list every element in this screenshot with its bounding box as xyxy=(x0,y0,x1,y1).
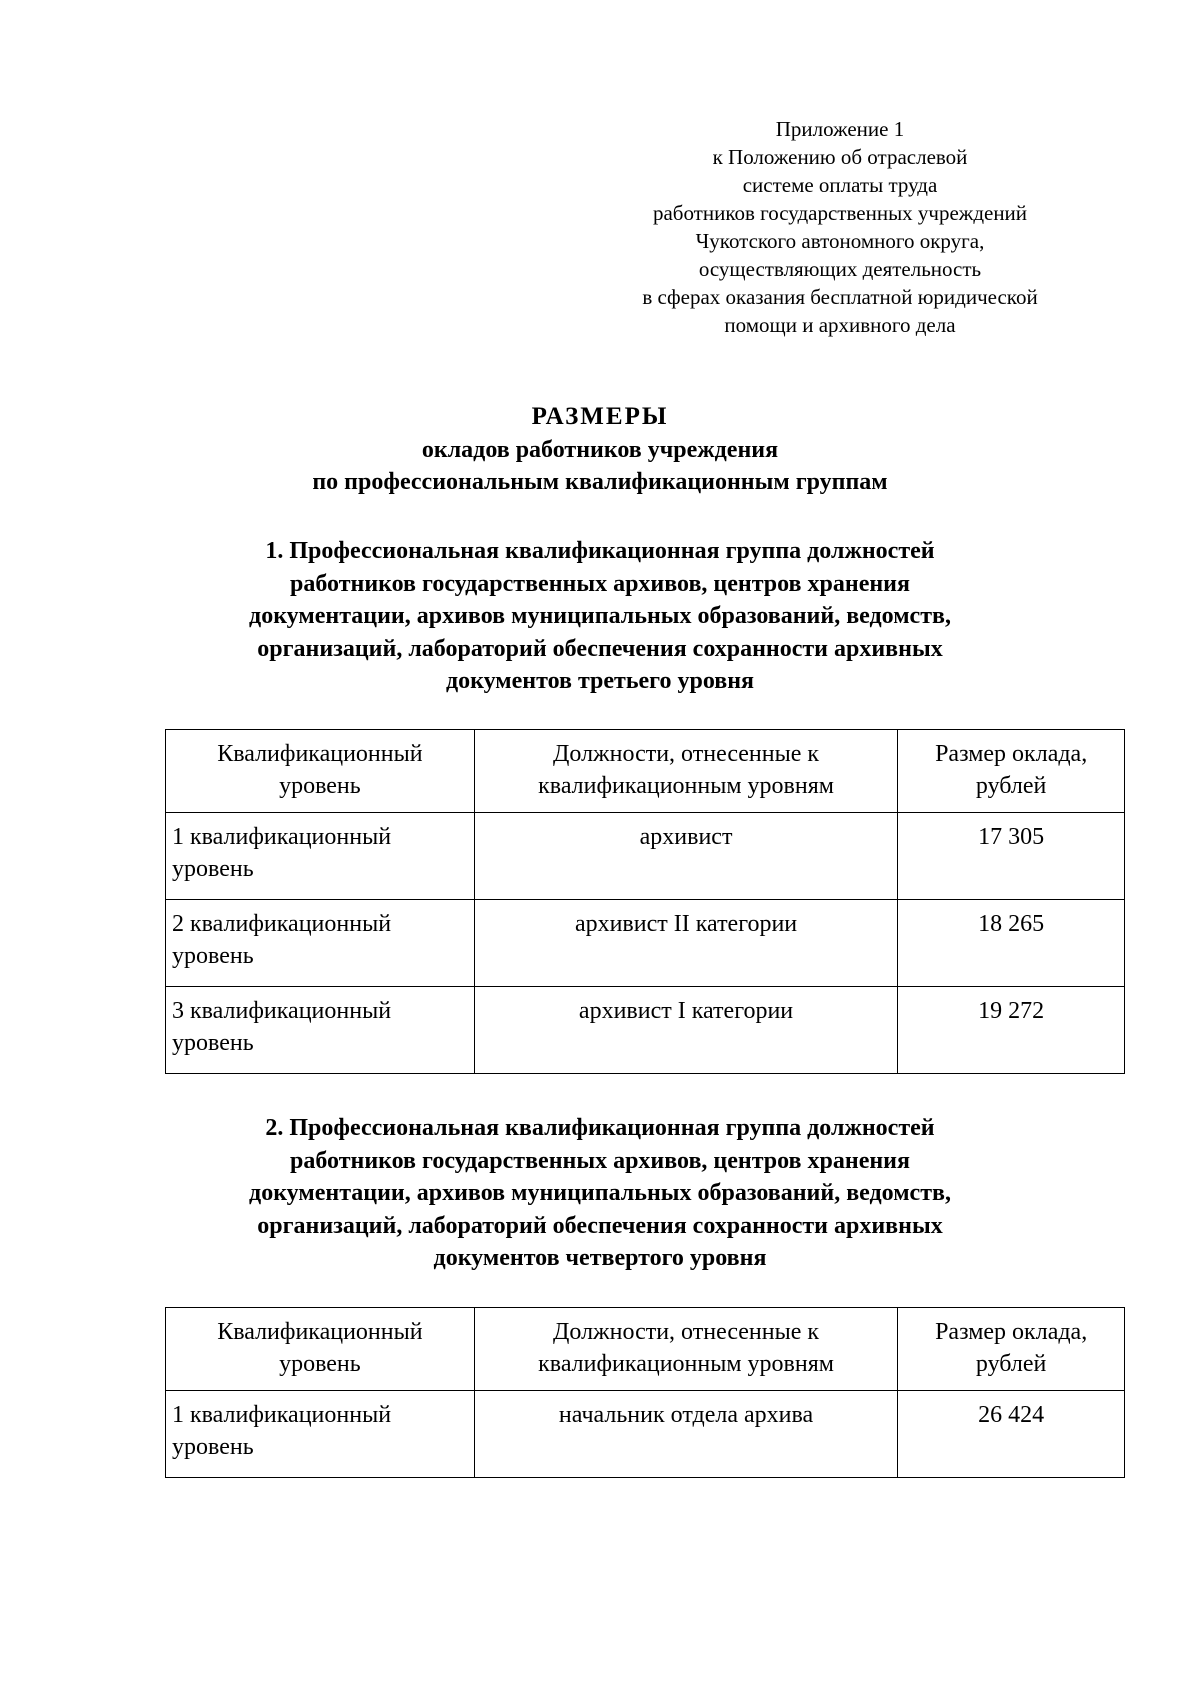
heading-line: работников государственных архивов, центров хранения xyxy=(289,1147,910,1174)
cell-position: архивист I категории xyxy=(474,987,898,1074)
heading-line: организаций, лабораторий обеспечения сохранности архивных xyxy=(257,1212,943,1239)
heading-line: документов третьего уровня xyxy=(445,668,754,694)
heading-line: документации, архивов муниципальных образований, ведомств, xyxy=(249,1180,951,1206)
table-header-row xyxy=(166,1308,1125,1391)
heading-line: организаций, лабораторий обеспечения сохранности архивных xyxy=(257,635,943,662)
heading-line: работников государственных архивов, центров хранения xyxy=(289,570,910,597)
table-row xyxy=(166,1391,1125,1478)
cell-level: 3 квалификационный уровень xyxy=(166,987,475,1074)
cell-position: начальник отдела архива xyxy=(474,1391,898,1478)
table-row xyxy=(166,987,1125,1074)
header-positions: Должности, отнесенные к квалификационным уровням xyxy=(474,730,898,813)
heading-line: документов четвертого уровня xyxy=(433,1245,767,1271)
document-title xyxy=(0,400,1200,498)
header-salary: Размер оклада, рублей xyxy=(898,1308,1125,1391)
salary-table-1 xyxy=(165,729,1125,1074)
heading-line: 2. Профессиональная квалификационная группа должностей xyxy=(265,1115,935,1141)
cell-salary: 18 265 xyxy=(898,900,1125,987)
title-line: окладов работников учреждения xyxy=(421,437,779,463)
cell-salary: 26 424 xyxy=(898,1391,1125,1478)
title-line: по профессиональным квалификационным группам xyxy=(312,469,888,495)
header-positions: Должности, отнесенные к квалификационным уровням xyxy=(474,1308,898,1391)
annex-line: системе оплаты труда xyxy=(742,173,938,197)
annex-line: Чукотского автономного округа, xyxy=(695,229,985,253)
header-level: Квалификационный уровень xyxy=(166,730,475,813)
cell-position: архивист II категории xyxy=(474,900,898,987)
annex-reference xyxy=(620,115,1060,339)
cell-level: 1 квалификационный уровень xyxy=(166,1391,475,1478)
annex-line: к Положению об отраслевой xyxy=(712,145,968,169)
annex-line: осуществляющих деятельность xyxy=(698,257,982,281)
cell-position: архивист xyxy=(474,813,898,900)
heading-line: документации, архивов муниципальных образований, ведомств, xyxy=(249,603,951,629)
cell-salary: 17 305 xyxy=(898,813,1125,900)
section-heading-1 xyxy=(0,535,1200,698)
annex-line: помощи и архивного дела xyxy=(724,313,956,337)
table-row xyxy=(166,900,1125,987)
table-header-row xyxy=(166,730,1125,813)
section-heading-2 xyxy=(0,1112,1200,1275)
annex-line: работников государственных учреждений xyxy=(652,201,1028,225)
cell-level: 2 квалификационный уровень xyxy=(166,900,475,987)
header-salary: Размер оклада, рублей xyxy=(898,730,1125,813)
cell-salary: 19 272 xyxy=(898,987,1125,1074)
annex-line: Приложение 1 xyxy=(775,117,905,141)
cell-level: 1 квалификационный уровень xyxy=(166,813,475,900)
annex-line: в сферах оказания бесплатной юридической xyxy=(642,285,1038,309)
title-main: РАЗМЕРЫ xyxy=(531,403,669,430)
header-level: Квалификационный уровень xyxy=(166,1308,475,1391)
table-row xyxy=(166,813,1125,900)
salary-table-2 xyxy=(165,1307,1125,1478)
heading-line: 1. Профессиональная квалификационная группа должностей xyxy=(265,538,935,564)
